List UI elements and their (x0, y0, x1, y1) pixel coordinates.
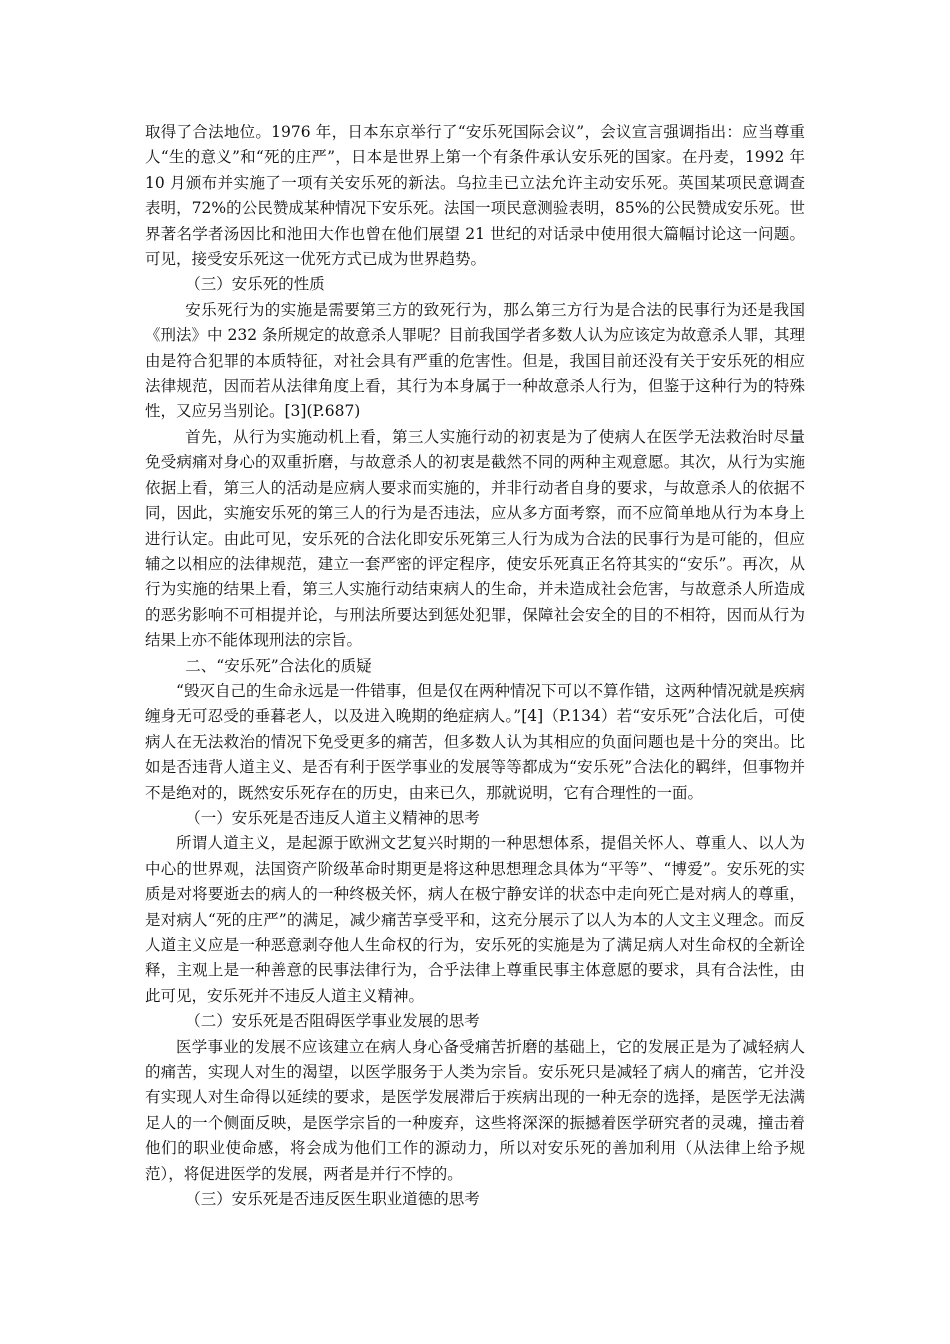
section-heading-medical-development: （二）安乐死是否阻碍医学事业发展的思考 (185, 1012, 480, 1031)
paragraph-legal-status-worldwide: 取得了合法地位。1976 年，日本东京举行了“安乐死国际会议”，会议宣言强调指出：应当尊重人“生的意义”和“死的庄严”，日本是世界上第一个有条件承认安乐死的国家。在丹麦，1992 年 10 月颁布并实施了一项有关安乐死的新法。乌拉圭已立法允许主动安乐死。英国某项民意调查表明，72%的公民赞成某种情况下安乐死。法国一项民意测验表明，85%的公民赞成安乐死。世界著名学者汤因比和池田大作也曾在他们展望 21 世纪的对话录中使用很大篇幅讨论这一问题。可见，接受安乐死这一优死方式已成为世界趋势。 (145, 123, 805, 269)
paragraph-humanitarianism: 所谓人道主义，是起源于欧洲文艺复兴时期的一种思想体系，提倡关怀人、尊重人、以人为中心的世界观，法国资产阶级革命时期更是将这种思想理念具体为“平等”、“博爱”。安乐死的实质是对将要逝去的病人的一种终极关怀，病人在极宁静安详的状态中走向死亡是对病人的尊重，是对病人“死的庄严”的满足，减少痛苦享受平和，这充分展示了以人为本的人文主义理念。而反人道主义应是一种恶意剥夺他人生命权的行为，安乐死的实施是为了满足病人对生命权的全新诠释，主观上是一种善意的民事法律行为，合乎法律上尊重民事主体意愿的要求，具有合法性，由此可见，安乐死并不违反人道主义精神。 (145, 834, 805, 1005)
section-heading-nature: （三）安乐死的性质 (185, 275, 325, 294)
paragraph-nature-of-euthanasia: 安乐死行为的实施是需要第三方的致死行为，那么第三方行为是合法的民事行为还是我国《刑法》中 232 条所规定的故意杀人罪呢？目前我国学者多数人认为应该定为故意杀人罪，其理由是符合犯罪的本质特征，对社会具有严重的危害性。但是，我国目前还没有关于安乐死的相应法律规范，因而若从法律角度上看，其行为本身属于一种故意杀人行为，但鉴于这种行为的特殊性，又应另当别论。[3](P.687) (145, 300, 805, 421)
section-heading-humanitarianism: （一）安乐死是否违反人道主义精神的思考 (185, 808, 480, 827)
section-heading-medical-ethics: （三）安乐死是否违反医生职业道德的思考 (185, 1190, 480, 1209)
section-heading-legalization-doubts: 二、“安乐死”合法化的质疑 (185, 656, 372, 675)
paragraph-medical-development: 医学事业的发展不应该建立在病人身心备受痛苦折磨的基础上，它的发展正是为了减轻病人的痛苦，实现人对生的渴望，以医学服务于人类为宗旨。安乐死只是减轻了病人的痛苦，它并没有实现人对生命得以延续的要求，是医学发展滞后于疾病出现的一种无奈的选择，是医学无法满足人的一个侧面反映，是医学宗旨的一种废弃，这些将深深的振撼着医学研究者的灵魂，撞击着他们的职业使命感，将会成为他们工作的源动力，所以对安乐死的善加利用（从法律上给予规范），将促进医学的发展，两者是并行不悖的。 (145, 1037, 805, 1183)
paragraph-quote-doubts: “毁灭自己的生命永远是一件错事，但是仅在两种情况下可以不算作错，这两种情况就是疾病缠身无可忍受的垂暮老人，以及进入晚期的绝症病人。”[4]（P.134）若“安乐死”合法化后，可使病人在无法救治的情况下免受更多的痛苦，但多数人认为其相应的负面问题也是十分的突出。比如是否违背人道主义、是否有利于医学事业的发展等等都成为“安乐死”合法化的羁绊，但事物并不是绝对的，既然安乐死存在的历史，由来已久，那就说明，它有合理性的一面。 (145, 681, 805, 802)
document-page (145, 120, 805, 1212)
paragraph-motive-basis-result: 首先，从行为实施动机上看，第三人实施行动的初衷是为了使病人在医学无法救治时尽量免受病痛对身心的双重折磨，与故意杀人的初衷是截然不同的两种主观意愿。其次，从行为实施依据上看，第三人的活动是应病人要求而实施的，并非行动者自身的要求，与故意杀人的依据不同，因此，实施安乐死的第三人的行为是否违法，应从多方面考察，而不应简单地从行为本身上进行认定。由此可见，安乐死的合法化即安乐死第三人行为成为合法的民事行为是可能的，但应辅之以相应的法律规范，建立一套严密的评定程序，使安乐死真正名符其实的“安乐”。再次，从行为实施的结果上看，第三人实施行动结束病人的生命，并未造成社会危害，与故意杀人所造成的恶劣影响不可相提并论，与刑法所要达到惩处犯罪，保障社会安全的目的不相符，因而从行为结果上亦不能体现刑法的宗旨。 (145, 427, 805, 650)
